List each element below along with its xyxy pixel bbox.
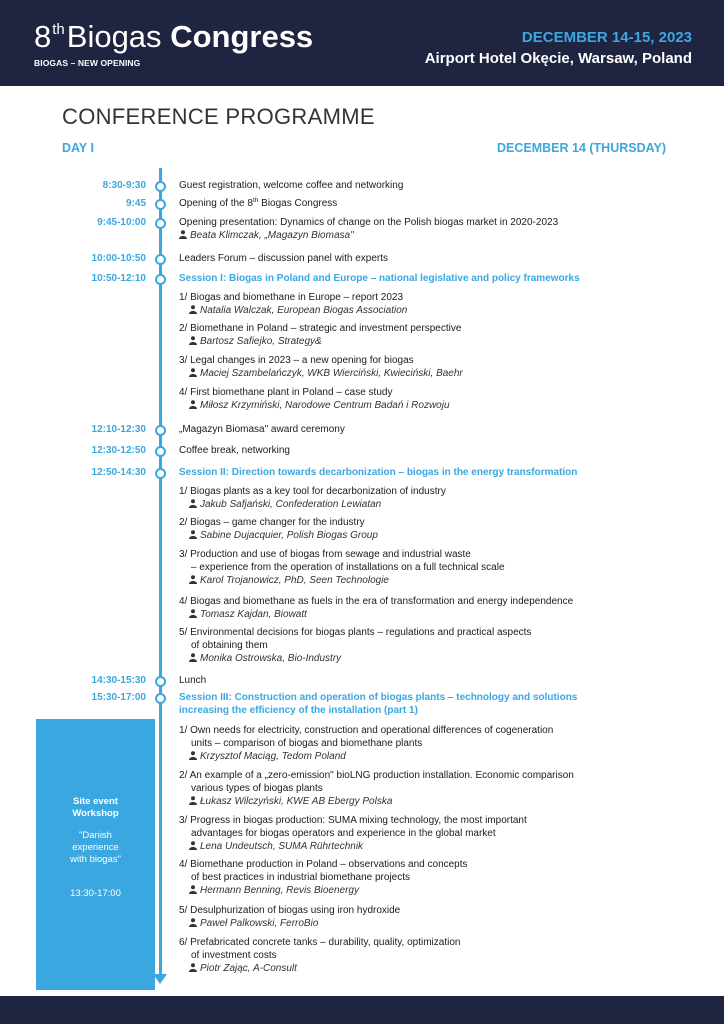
speaker-name: Krzysztof Maciąg, Tedom Poland	[200, 751, 346, 762]
item-title: Lunch	[179, 675, 207, 686]
item-title: Leaders Forum – discussion panel with experts	[179, 253, 388, 264]
item-title	[179, 197, 689, 211]
speaker-name: Paweł Palkowski, FerroBio	[200, 918, 319, 929]
person-icon	[189, 305, 197, 314]
session-title: Session II: Direction towards decarbonization – biogas in the energy transformation	[179, 467, 578, 478]
person-icon	[189, 400, 197, 409]
speaker	[179, 795, 689, 808]
site-event-box	[36, 719, 155, 990]
timeline-dot-icon	[155, 218, 166, 229]
tagline: BIOGAS – NEW OPENING	[34, 58, 141, 68]
speaker	[179, 917, 689, 930]
person-icon	[189, 796, 197, 805]
item-time: 8:30-9:30	[102, 180, 146, 191]
speaker-name: Beata Klimczak, „Magazyn Biomasa"	[190, 230, 354, 241]
brand-word: Biogas	[66, 19, 162, 54]
item-time: 12:10-12:30	[91, 424, 146, 435]
timeline-dot-icon	[155, 181, 166, 192]
talk-title	[179, 626, 689, 652]
speaker	[179, 652, 689, 665]
header-banner	[0, 0, 724, 86]
speaker	[179, 529, 689, 542]
timeline-dot-icon	[155, 446, 166, 457]
talk-title-line-1: 5/ Environmental decisions for biogas plants – regulations and practical aspects	[179, 627, 532, 638]
person-icon	[189, 609, 197, 618]
speaker	[179, 962, 689, 975]
item-time: 10:50-12:10	[91, 273, 146, 284]
event-venue: Airport Hotel Okęcie, Warsaw, Poland	[424, 50, 692, 67]
talk-title	[179, 936, 689, 962]
talk-title	[179, 548, 689, 574]
talk-title: 2/ Biomethane in Poland – strategic and investment perspective	[179, 323, 462, 334]
brand-number: 8	[34, 19, 52, 54]
talk-title-line-1: 3/ Progress in biogas production: SUMA mixing technology, the most important	[179, 815, 527, 826]
talk-title-line-1: 4/ Biomethane production in Poland – observations and concepts	[179, 859, 468, 870]
speaker-name: Hermann Benning, Revis Bioenergy	[200, 885, 359, 896]
person-icon	[189, 368, 197, 377]
item-time: 12:50-14:30	[91, 467, 146, 478]
speaker-name: Karol Trojanowicz, PhD, Seen Technologie	[200, 575, 389, 586]
speaker	[179, 608, 689, 621]
speaker	[179, 229, 689, 242]
speaker-name: Monika Ostrowska, Bio-Industry	[200, 653, 342, 664]
talk-title-line-2: various types of biogas plants	[191, 783, 323, 794]
brand-bold: Congress	[170, 19, 314, 54]
timeline-dot-icon	[155, 693, 166, 704]
talk-title-line-1: 1/ Own needs for electricity, construction and operational differences of cogeneration	[179, 725, 554, 736]
timeline-dot-icon	[155, 468, 166, 479]
site-event-quote-3: with biogas"	[70, 854, 121, 865]
session-title-line-2: increasing the efficiency of the installation (part 1)	[179, 705, 418, 716]
site-event-title: Site event	[73, 796, 118, 807]
session-title-line-1: Session III: Construction and operation of biogas plants – technology and solutions	[179, 692, 578, 703]
talk-title-line-1: 3/ Production and use of biogas from sewage and industrial waste	[179, 549, 471, 560]
day-date: DECEMBER 14 (THURSDAY)	[496, 141, 666, 155]
talk-title	[179, 814, 689, 840]
talk-title	[179, 724, 689, 750]
talk-title-line-2: of investment costs	[191, 950, 277, 961]
site-event-quote-2: experience	[72, 842, 119, 853]
speaker-name: Piotr Zając, A-Consult	[200, 963, 297, 974]
item-title: Opening presentation: Dynamics of change on the Polish biogas market in 2020-2023	[179, 217, 559, 228]
person-icon	[189, 530, 197, 539]
timeline-dot-icon	[155, 676, 166, 687]
talk-title: 3/ Legal changes in 2023 – a new opening for biogas	[179, 355, 414, 366]
congress-logo	[34, 20, 313, 60]
timeline-dot-icon	[155, 274, 166, 285]
speaker	[179, 335, 689, 348]
brand-ordinal: th	[52, 21, 65, 38]
site-event-time: 13:30-17:00	[70, 888, 121, 899]
item-time: 14:30-15:30	[91, 675, 146, 686]
speaker	[179, 498, 689, 511]
talk-title: 4/ Biogas and biomethane as fuels in the era of transformation and energy independence	[179, 596, 574, 607]
speaker	[179, 367, 689, 380]
talk-title: 1/ Biogas and biomethane in Europe – report 2023	[179, 292, 404, 303]
site-event-quote-1: "Danish	[79, 830, 112, 841]
talk-title-line-2: units – comparison of biogas and biomethane plants	[191, 738, 423, 749]
talk-title: 5/ Desulphurization of biogas using iron hydroxide	[179, 905, 401, 916]
talk-title-line-2: of best practices in industrial biomethane projects	[191, 872, 411, 883]
person-icon	[189, 963, 197, 972]
speaker-name: Łukasz Wilczyński, KWE AB Ebergy Polska	[200, 796, 393, 807]
footer-bar	[0, 996, 724, 1024]
speaker	[179, 574, 689, 587]
person-icon	[179, 230, 187, 239]
timeline-dot-icon	[155, 254, 166, 265]
talk-title-line-2: – experience from the operation of installations on a full technical scale	[191, 562, 505, 573]
person-icon	[189, 499, 197, 508]
event-date: DECEMBER 14-15, 2023	[521, 29, 692, 46]
speaker	[179, 840, 689, 853]
timeline-dot-icon	[155, 425, 166, 436]
session-title: Session I: Biogas in Poland and Europe – national legislative and policy frameworks	[179, 273, 580, 284]
speaker-name: Natalia Walczak, European Biogas Association	[200, 305, 408, 316]
item-time: 9:45-10:00	[97, 217, 146, 228]
person-icon	[189, 751, 197, 760]
site-event-subtitle: Workshop	[72, 808, 119, 819]
item-title: Guest registration, welcome coffee and networking	[179, 180, 404, 191]
item-time: 10:00-10:50	[91, 253, 146, 264]
item-title-sup: th	[252, 197, 259, 204]
timeline-dot-icon	[155, 199, 166, 210]
talk-title-line-1: 2/ An example of a „zero-emission" bioLNG production installation. Economic comparison	[179, 770, 574, 781]
talk-title: 2/ Biogas – game changer for the industry	[179, 517, 365, 528]
speaker-name: Lena Undeutsch, SUMA Rührtechnik	[200, 841, 364, 852]
talk-title-line-2: of obtaining them	[191, 640, 268, 651]
item-title-pre: Opening of the 8	[179, 198, 253, 209]
person-icon	[189, 336, 197, 345]
item-time: 12:30-12:50	[91, 445, 146, 456]
item-time: 9:45	[125, 198, 146, 209]
speaker-name: Tomasz Kajdan, Biowatt	[200, 609, 307, 620]
talk-title: 1/ Biogas plants as a key tool for decarbonization of industry	[179, 486, 446, 497]
speaker-name: Bartosz Safiejko, Strategy&	[200, 336, 322, 347]
speaker	[179, 884, 689, 897]
person-icon	[189, 918, 197, 927]
speaker	[179, 304, 689, 317]
item-title: Coffee break, networking	[179, 445, 290, 456]
item-title: „Magazyn Biomasa" award ceremony	[179, 424, 345, 435]
person-icon	[189, 653, 197, 662]
speaker-name: Jakub Safjański, Confederation Lewiatan	[200, 499, 382, 510]
talk-title-line-1: 6/ Prefabricated concrete tanks – durability, quality, optimization	[179, 937, 461, 948]
talk-title	[179, 858, 689, 884]
day-label: DAY I	[62, 141, 94, 155]
speaker-name: Miłosz Krzymiński, Narodowe Centrum Badań i Rozwoju	[200, 400, 450, 411]
item-time: 15:30-17:00	[91, 692, 146, 703]
timeline-arrow-icon	[153, 974, 167, 984]
page-title: CONFERENCE PROGRAMME	[62, 104, 375, 129]
timeline-line	[159, 168, 162, 974]
talk-title-line-2: advantages for biogas operators and experience in the global market	[191, 828, 496, 839]
speaker-name: Sabine Dujacquier, Polish Biogas Group	[200, 530, 378, 541]
person-icon	[189, 885, 197, 894]
speaker	[179, 399, 689, 412]
item-title-post: Biogas Congress	[258, 198, 338, 209]
talk-title	[179, 769, 689, 795]
person-icon	[189, 575, 197, 584]
talk-title: 4/ First biomethane plant in Poland – case study	[179, 387, 393, 398]
person-icon	[189, 841, 197, 850]
speaker-name: Maciej Szambelańczyk, WKB Wierciński, Kwieciński, Baehr	[200, 368, 463, 379]
speaker	[179, 750, 689, 763]
